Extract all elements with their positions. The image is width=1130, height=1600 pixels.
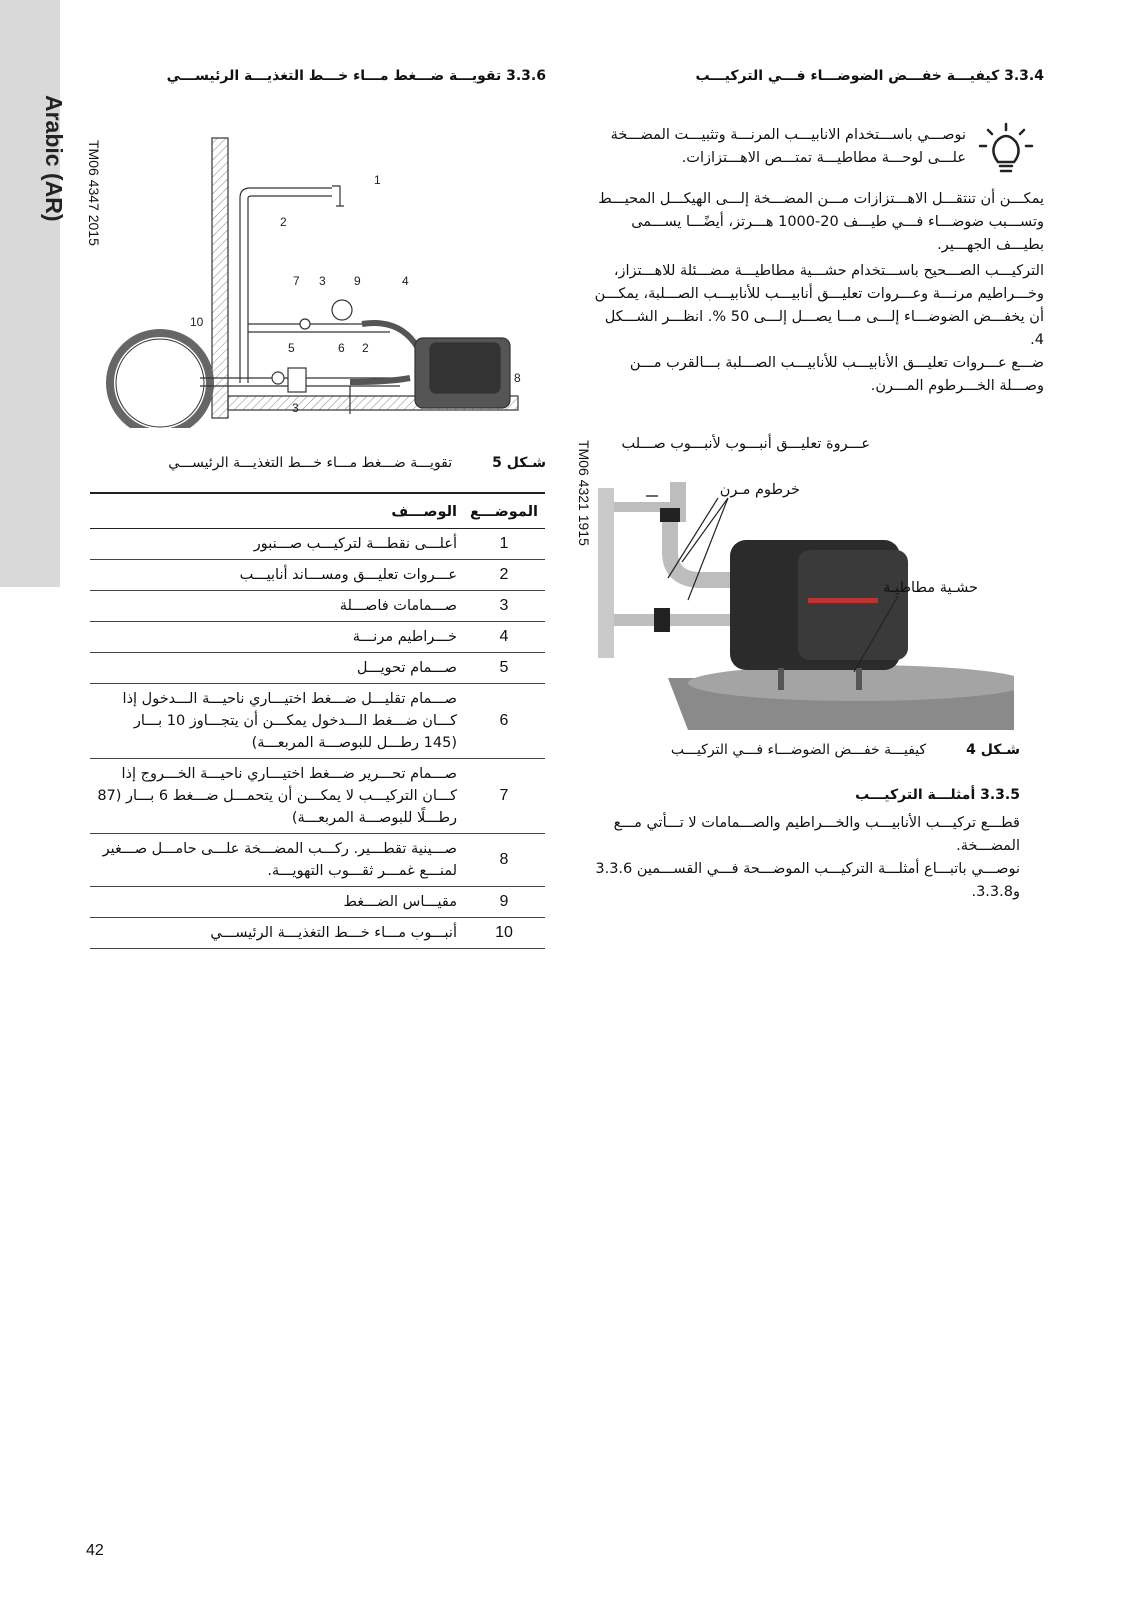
col-position-header: الموضـــع: [463, 494, 545, 529]
language-side-tab: [0, 0, 67, 587]
row-pos: 3: [463, 591, 545, 622]
row-desc: صـــينية تقطـــير. ركـــب المضـــخة علـــى حامـــل صـــغير لمنـــع غمـــر ثقـــوب التهويـــة.: [90, 834, 463, 887]
paragraph-follow-examples: نوصـــي باتبـــاع أمثلـــة التركيـــب الموضـــحة فـــي القســـمين 3.3.6 و3.3.8.: [595, 861, 1020, 900]
row-desc: صـــمام تحـــرير ضـــغط اختيـــاري ناحيـــة الخـــروج إذا كـــان التركيـــب لا يمكـــن أن يتحمـــل ضـــغط 6 بـــار (87 رطـــلًا للبوصـــة المربعـــة): [90, 759, 463, 834]
table-row: [90, 887, 545, 918]
lightbulb-icon: [976, 122, 1036, 178]
callout-1: 1: [374, 173, 381, 187]
table-row: [90, 759, 545, 834]
callout-10: 10: [190, 315, 204, 329]
tip-text: نوصـــي باســـتخدام الانابيـــب المرنـــة وتثبيـــت المضـــخة علـــى لوحـــة مطاطيـــة تمتـــص الاهـــتزازات.: [610, 127, 966, 166]
row-desc: صـــمام تقليـــل ضـــغط اختيـــاري ناحيـــة الـــدخول إذا كـــان ضـــغط الـــدخول يمكـــن أن يتجـــاوز 10 بـــار (145 رطـــل للبوصـــة المربعـــة): [90, 684, 463, 759]
row-pos: 4: [463, 622, 545, 653]
table-row: [90, 529, 545, 560]
row-desc: أعلـــى نقطـــة لتركيـــب صـــنبور: [90, 529, 463, 560]
paragraph-parts-not-included: قطـــع تركيـــب الأنابيـــب والخـــراطيم والصـــمامات لا تـــأتي مـــع المضـــخة.: [613, 815, 1020, 854]
row-pos: 10: [463, 918, 545, 949]
language-tab-label: Arabic (AR): [41, 95, 67, 222]
callout-5: 5: [288, 341, 295, 355]
table-row: [90, 653, 545, 684]
figure-5-drawing: [100, 128, 540, 428]
callout-2: 2: [280, 215, 287, 229]
section-heading-3-3-6: 3.3.6 تقويـــة ضـــغط مـــاء خـــط التغذيـــة الرئيســـي: [166, 68, 546, 84]
section-heading-3-3-5: 3.3.5 أمثلـــة التركيـــب: [855, 787, 1020, 803]
page-number: 42: [86, 1542, 104, 1559]
paragraph-pipe-hangers: ضـــع عـــروات تعليـــق الأنابيـــب للأنابيـــب الصـــلبة بـــالقرب مـــن وصـــلة الخـــرطوم المـــرن.: [629, 355, 1044, 394]
callout-7: 7: [293, 274, 300, 288]
col-description-header: الوصـــف: [90, 494, 463, 529]
table-row: [90, 834, 545, 887]
callout-6: 6: [338, 341, 345, 355]
row-pos: 6: [463, 684, 545, 759]
row-pos: 2: [463, 560, 545, 591]
row-desc: صـــمامات فاصـــلة: [90, 591, 463, 622]
row-pos: 7: [463, 759, 545, 834]
row-desc: صـــمام تحويـــل: [90, 653, 463, 684]
photo-code: TM06 4321 1915: [576, 440, 592, 546]
label-rubber-gasket: حشـية مطاطيـة: [883, 580, 978, 596]
row-desc: مقيـــاس الضـــغط: [90, 887, 463, 918]
figure-4-photo: [598, 468, 1014, 730]
paragraph-vibration: يمكـــن أن تنتقـــل الاهـــتزازات مـــن المضـــخة إلـــى الهيكـــل المحيـــط وتســـبب ضوضـــاء فـــي طيـــف 20-1000 هـــرتز، أيضًـــا يســـمى بطيـــف الجهـــير.: [598, 191, 1044, 253]
legend-table: [90, 494, 545, 949]
callout-3b: 3: [292, 401, 299, 415]
figure-4-caption: [610, 742, 1020, 758]
callout-2b: 2: [362, 341, 369, 355]
figure-4-label: شـكل 4: [966, 742, 1020, 758]
table-row: [90, 684, 545, 759]
row-pos: 5: [463, 653, 545, 684]
figure-4-text: كيفيـــة خفـــض الضوضـــاء فـــي التركيـــب: [670, 742, 927, 758]
section-heading-3-3-4: 3.3.4 كيفيـــة خفـــض الضوضـــاء فـــي التركيـــب: [695, 68, 1044, 84]
row-pos: 8: [463, 834, 545, 887]
table-header-row: [90, 494, 545, 529]
table-row: [90, 560, 545, 591]
row-desc: أنبـــوب مـــاء خـــط التغذيـــة الرئيســـي: [90, 918, 463, 949]
callout-4: 4: [402, 274, 409, 288]
row-desc: خـــراطيم مرنـــة: [90, 622, 463, 653]
table-row: [90, 622, 545, 653]
table-row: [90, 918, 545, 949]
callout-3: 3: [319, 274, 326, 288]
row-desc: عـــروات تعليـــق ومســـاند أنابيـــب: [90, 560, 463, 591]
figure-5-label: شـكل 5: [492, 455, 546, 471]
row-pos: 1: [463, 529, 545, 560]
callout-9: 9: [354, 274, 361, 288]
drawing-code-left: TM06 4347 2015: [86, 140, 102, 246]
row-pos: 9: [463, 887, 545, 918]
label-flexible-hose: خرطوم مـرن: [719, 482, 800, 498]
callout-8: 8: [514, 371, 521, 385]
figure-5-caption: [130, 455, 546, 471]
table-row: [90, 591, 545, 622]
paragraph-installation: التركيـــب الصـــحيح باســـتخدام حشـــية مطاطيـــة مضـــئلة للاهـــتزاز، وخـــراطيم مرنـــة وعـــروات تعليـــق أنابيـــب للأنابيـــب الصـــلبة، يمكـــن أن يخفـــض الضوضـــاء إلـــى مـــا يصـــل إلـــى 50 %. انظـــر الشـــكل 4.: [594, 263, 1044, 348]
label-pipe-hanger: عـــروة تعليـــق أنبـــوب لأنبـــوب صـــلب: [621, 436, 870, 452]
figure-5-text: تقويـــة ضـــغط مـــاء خـــط التغذيـــة الرئيســـي: [168, 455, 453, 471]
